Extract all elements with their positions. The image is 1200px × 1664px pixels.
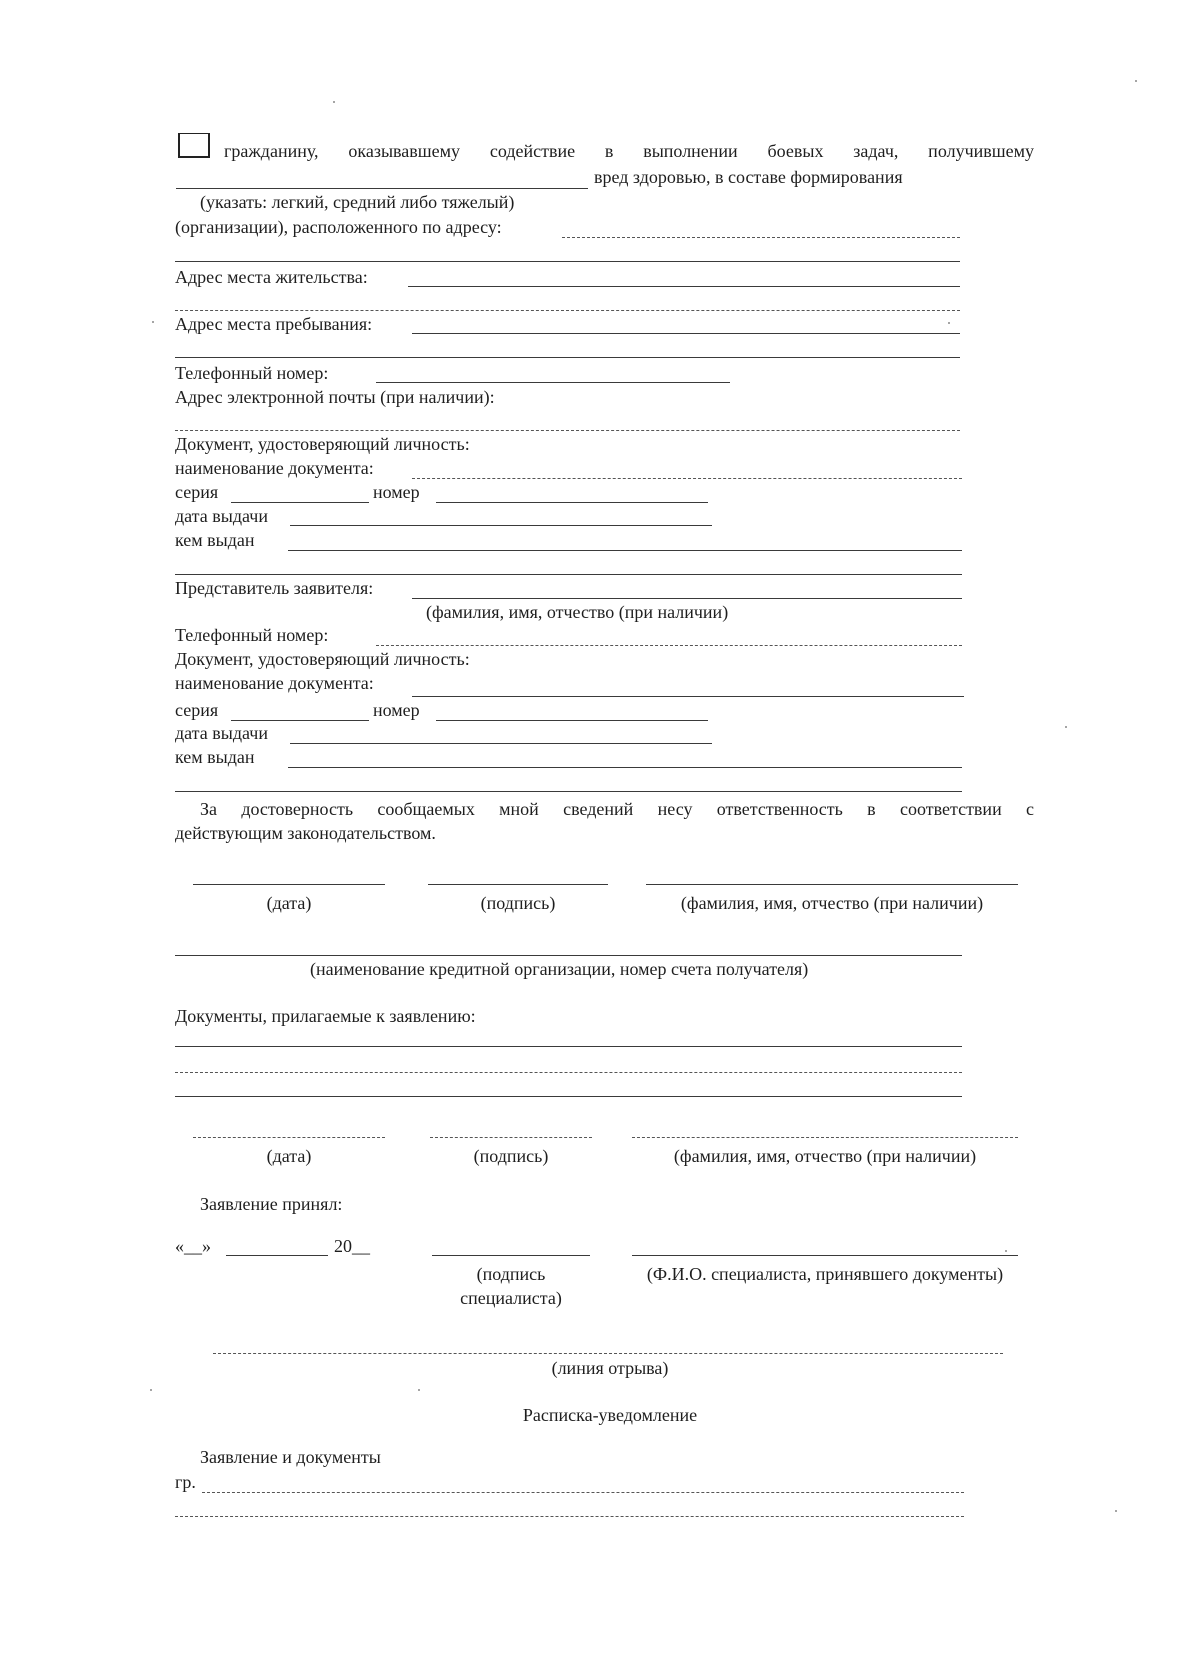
bank-hint: (наименование кредитной организации, номер счета получателя)	[310, 959, 809, 979]
org-address-label: (организации), расположенного по адресу:	[175, 217, 502, 237]
accepted-fio-caption: (Ф.И.О. специалиста, принявшего документы)	[646, 1264, 1004, 1284]
scan-speck	[1005, 1250, 1007, 1252]
bank-field[interactable]	[175, 955, 962, 956]
injury-severity-hint: (указать: легкий, средний либо тяжелый)	[200, 192, 515, 212]
declaration-line-1: За достоверность сообщаемых мной сведений несу ответственность в соответствии с	[200, 799, 1034, 819]
rep-issue-date-field[interactable]	[290, 743, 712, 744]
accepted-fio-field[interactable]	[632, 1255, 1018, 1256]
attachments-label: Документы, прилагаемые к заявлению:	[175, 1006, 476, 1026]
rep-number-field[interactable]	[436, 720, 708, 721]
org-address-field[interactable]	[562, 237, 960, 238]
scan-speck	[1065, 726, 1067, 728]
accepted-month-field[interactable]	[226, 1255, 328, 1256]
doc-name-label: наименование документа:	[175, 458, 374, 478]
number-label: номер	[373, 482, 420, 502]
sig1-date-caption: (дата)	[266, 893, 312, 913]
sig2-date-field[interactable]	[193, 1137, 385, 1138]
rep-issued-by-field-2[interactable]	[175, 791, 962, 792]
issued-by-field-2[interactable]	[175, 574, 962, 575]
id-doc-label: Документ, удостоверяющий личность:	[175, 434, 470, 454]
issue-date-field[interactable]	[290, 525, 712, 526]
receipt-docs-label: Заявление и документы	[200, 1447, 381, 1467]
issued-by-label: кем выдан	[175, 530, 255, 550]
attachments-field-2[interactable]	[175, 1072, 962, 1073]
doc-name-field[interactable]	[412, 478, 962, 479]
receipt-citizen-field-2[interactable]	[175, 1516, 964, 1517]
residence-field[interactable]	[408, 286, 960, 287]
scan-speck	[333, 101, 335, 103]
sig1-fio-field[interactable]	[646, 884, 1018, 885]
series-label: серия	[175, 482, 219, 502]
scan-speck	[152, 321, 154, 323]
scan-speck	[1135, 80, 1137, 82]
scan-speck	[948, 322, 950, 324]
email-field[interactable]	[175, 430, 960, 431]
accepted-label: Заявление принял:	[200, 1194, 343, 1214]
scan-speck	[418, 1389, 420, 1391]
accepted-signature-caption-2: специалиста)	[460, 1288, 562, 1308]
sig1-signature-field[interactable]	[428, 884, 608, 885]
scan-speck	[150, 1389, 152, 1391]
attachments-field-1[interactable]	[175, 1046, 962, 1047]
rep-issued-by-field[interactable]	[288, 767, 962, 768]
residence-label: Адрес места жительства:	[175, 267, 368, 287]
receipt-citizen-prefix: гр.	[175, 1472, 196, 1492]
number-field[interactable]	[436, 502, 708, 503]
representative-fio-hint: (фамилия, имя, отчество (при наличии)	[426, 602, 729, 622]
phone-field[interactable]	[376, 382, 730, 383]
intro-line-1: гражданину, оказывавшему содействие в выполнении боевых задач, получившему	[224, 141, 1034, 161]
sig2-fio-caption: (фамилия, имя, отчество (при наличии)	[673, 1146, 977, 1166]
sig2-fio-field[interactable]	[632, 1137, 1018, 1138]
email-label: Адрес электронной почты (при наличии):	[175, 387, 495, 407]
rep-phone-field[interactable]	[376, 645, 962, 646]
rep-series-label: серия	[175, 700, 219, 720]
sig2-date-caption: (дата)	[266, 1146, 312, 1166]
representative-label: Представитель заявителя:	[175, 578, 374, 598]
accepted-signature-field[interactable]	[432, 1255, 590, 1256]
receipt-title: Расписка-уведомление	[522, 1405, 698, 1425]
accepted-day[interactable]: «__»	[175, 1236, 211, 1256]
accepted-year[interactable]: 20__	[334, 1236, 370, 1256]
org-address-field-2[interactable]	[175, 261, 960, 262]
rep-number-label: номер	[373, 700, 420, 720]
series-field[interactable]	[231, 502, 369, 503]
injury-severity-field[interactable]	[176, 188, 588, 189]
rep-doc-name-field[interactable]	[412, 696, 964, 697]
representative-field[interactable]	[412, 598, 962, 599]
cut-line-caption: (линия отрыва)	[551, 1358, 669, 1378]
sig2-signature-caption: (подпись)	[473, 1146, 549, 1166]
cut-line	[213, 1353, 1003, 1354]
residence-field-2[interactable]	[175, 310, 960, 311]
rep-issued-by-label: кем выдан	[175, 747, 255, 767]
sig1-fio-caption: (фамилия, имя, отчество (при наличии)	[680, 893, 984, 913]
accepted-signature-caption-1: (подпись	[476, 1264, 546, 1284]
intro-line-2-tail: вред здоровью, в составе формирования	[594, 167, 903, 187]
issue-date-label: дата выдачи	[175, 506, 268, 526]
scan-speck	[1115, 1510, 1117, 1512]
issued-by-field[interactable]	[288, 550, 962, 551]
declaration-line-2: действующим законодательством.	[175, 823, 436, 843]
rep-issue-date-label: дата выдачи	[175, 723, 268, 743]
phone-label: Телефонный номер:	[175, 363, 329, 383]
rep-doc-name-label: наименование документа:	[175, 673, 374, 693]
stay-label: Адрес места пребывания:	[175, 314, 373, 334]
stay-field-2[interactable]	[175, 357, 960, 358]
stay-field[interactable]	[412, 333, 960, 334]
checkbox[interactable]	[178, 133, 210, 158]
rep-series-field[interactable]	[231, 720, 369, 721]
rep-phone-label: Телефонный номер:	[175, 625, 329, 645]
rep-id-doc-label: Документ, удостоверяющий личность:	[175, 649, 470, 669]
receipt-citizen-field[interactable]	[202, 1492, 964, 1493]
sig1-signature-caption: (подпись)	[480, 893, 556, 913]
sig1-date-field[interactable]	[193, 884, 385, 885]
sig2-signature-field[interactable]	[430, 1137, 592, 1138]
attachments-field-3[interactable]	[175, 1096, 962, 1097]
